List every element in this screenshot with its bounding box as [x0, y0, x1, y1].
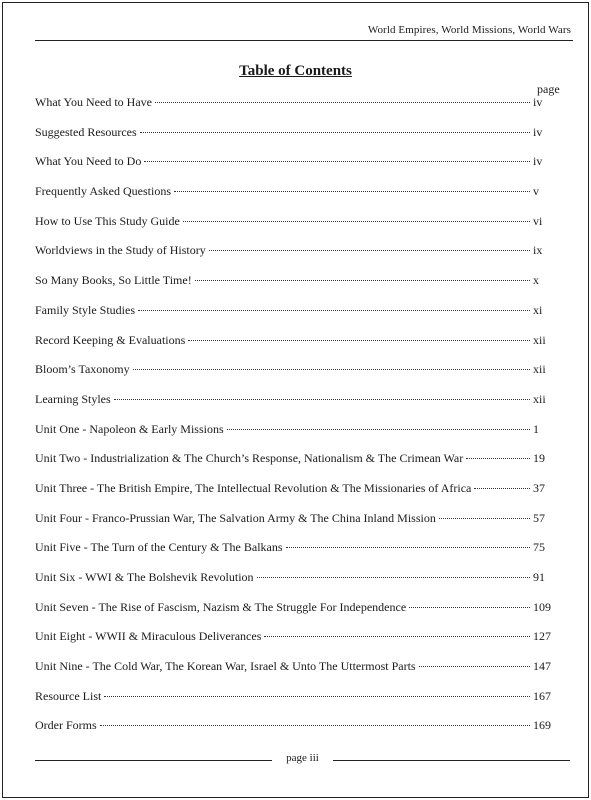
toc-entry[interactable]	[35, 687, 552, 717]
toc-entry[interactable]	[35, 212, 552, 242]
toc-entry-page: 127	[533, 629, 551, 644]
toc-dot-leader	[144, 161, 530, 162]
footer-rule-right	[333, 760, 570, 761]
toc-entry[interactable]	[35, 716, 552, 746]
page-column-label: page	[537, 82, 560, 96]
toc-entry-label: Worldviews in the Study of History	[35, 243, 206, 258]
toc-entry-label: Unit One - Napoleon & Early Missions	[35, 421, 224, 436]
toc-entry-page: 91	[533, 570, 545, 584]
toc-dot-leader	[257, 577, 530, 578]
toc-entry-label: What You Need to Do	[35, 154, 142, 169]
toc-entry-label: Unit Three - The British Empire, The Intellectual Revolution & The Missionaries of Africa	[35, 480, 472, 495]
toc-entry-label: Resource List	[35, 688, 102, 703]
toc-dot-leader	[195, 280, 530, 281]
toc-dot-leader	[264, 636, 530, 637]
toc-entry[interactable]	[35, 182, 552, 212]
toc-entry-page: xii	[533, 391, 546, 406]
toc-entry-label: Unit Seven - The Rise of Fascism, Nazism & The Struggle For Independence	[35, 599, 407, 614]
toc-dot-leader	[466, 458, 530, 459]
toc-entry[interactable]	[35, 657, 552, 687]
toc-dot-leader	[409, 607, 530, 608]
toc-entry-page: v	[533, 184, 539, 199]
page-footer	[35, 752, 570, 764]
toc-entry[interactable]	[35, 360, 552, 390]
toc-entry[interactable]	[35, 538, 552, 568]
toc-dot-leader	[188, 340, 530, 341]
header-rule	[35, 40, 573, 41]
toc-entry-label: Unit Six - WWI & The Bolshevik Revolution	[35, 570, 254, 584]
toc-entry-label: Unit Four - Franco-Prussian War, The Salvation Army & The China Inland Mission	[35, 510, 436, 525]
toc-entry-label: Bloom’s Taxonomy	[35, 362, 130, 377]
toc-dot-leader	[474, 488, 530, 489]
toc-entry-label: Suggested Resources	[35, 124, 137, 139]
toc-entry-page: 37	[533, 480, 545, 495]
toc-entry-label: Unit Nine - The Cold War, The Korean War, Israel & Unto The Uttermost Parts	[35, 659, 416, 674]
toc-entry-page: 147	[533, 659, 551, 674]
toc-list	[35, 93, 552, 746]
running-header: World Empires, World Missions, World Wars	[367, 24, 571, 36]
toc-entry-label: So Many Books, So Little Time!	[35, 273, 192, 288]
toc-entry-page: 167	[533, 688, 551, 703]
toc-entry[interactable]	[35, 627, 552, 657]
toc-entry-page: vi	[533, 213, 543, 228]
toc-entry-page: 169	[533, 718, 551, 733]
toc-entry[interactable]	[35, 420, 552, 450]
toc-dot-leader	[100, 725, 530, 726]
toc-entry-page: iv	[533, 95, 543, 109]
toc-entry[interactable]	[35, 390, 552, 420]
toc-entry[interactable]	[35, 301, 552, 331]
toc-entry-label: Family Style Studies	[35, 302, 136, 317]
toc-entry-page: xii	[533, 362, 546, 377]
toc-dot-leader	[155, 102, 530, 103]
toc-entry[interactable]	[35, 479, 552, 509]
toc-entry-page: 109	[533, 599, 551, 614]
toc-dot-leader	[114, 399, 530, 400]
toc-entry-label: Frequently Asked Questions	[35, 184, 171, 199]
toc-dot-leader	[138, 310, 530, 311]
toc-entry-page: 75	[533, 540, 545, 555]
toc-entry-page: xii	[533, 332, 546, 347]
toc-dot-leader	[227, 429, 530, 430]
toc-entry-label: How to Use This Study Guide	[35, 213, 180, 228]
toc-dot-leader	[140, 132, 530, 133]
toc-entry[interactable]	[35, 509, 552, 539]
toc-entry[interactable]	[35, 123, 552, 153]
toc-dot-leader	[104, 696, 530, 697]
toc-dot-leader	[439, 518, 530, 519]
toc-dot-leader	[174, 191, 530, 192]
toc-entry[interactable]	[35, 598, 552, 628]
toc-entry-label: Learning Styles	[35, 391, 111, 406]
toc-entry-page: iv	[533, 124, 543, 139]
toc-entry[interactable]	[35, 449, 552, 479]
toc-entry-page: iv	[533, 154, 543, 169]
toc-dot-leader	[286, 547, 530, 548]
toc-dot-leader	[419, 666, 530, 667]
toc-dot-leader	[183, 221, 530, 222]
toc-entry-page: 57	[533, 510, 545, 525]
toc-entry-page: xi	[533, 302, 543, 317]
toc-entry[interactable]	[35, 331, 552, 361]
toc-entry-label: Unit Two - Industrialization & The Church’s Response, Nationalism & The Crimean War	[35, 451, 464, 466]
toc-entry-label: What You Need to Have	[35, 95, 152, 109]
toc-entry-page: 19	[533, 451, 545, 466]
toc-entry-page: ix	[533, 243, 543, 258]
toc-entry[interactable]	[35, 568, 552, 598]
toc-entry-label: Order Forms	[35, 718, 97, 733]
toc-entry[interactable]	[35, 152, 552, 182]
toc-dot-leader	[133, 369, 530, 370]
footer-rule-left	[35, 760, 272, 761]
toc-dot-leader	[209, 250, 530, 251]
toc-entry[interactable]	[35, 271, 552, 301]
toc-entry[interactable]	[35, 93, 552, 123]
footer-page-number: page iii	[286, 752, 319, 764]
toc-entry-page: 1	[533, 421, 539, 436]
toc-entry[interactable]	[35, 241, 552, 271]
toc-entry-page: x	[533, 273, 539, 288]
toc-entry-label: Record Keeping & Evaluations	[35, 332, 186, 347]
toc-entry-label: Unit Eight - WWII & Miraculous Deliverances	[35, 629, 262, 644]
toc-title: Table of Contents	[239, 63, 352, 79]
toc-entry-label: Unit Five - The Turn of the Century & The Balkans	[35, 540, 283, 555]
